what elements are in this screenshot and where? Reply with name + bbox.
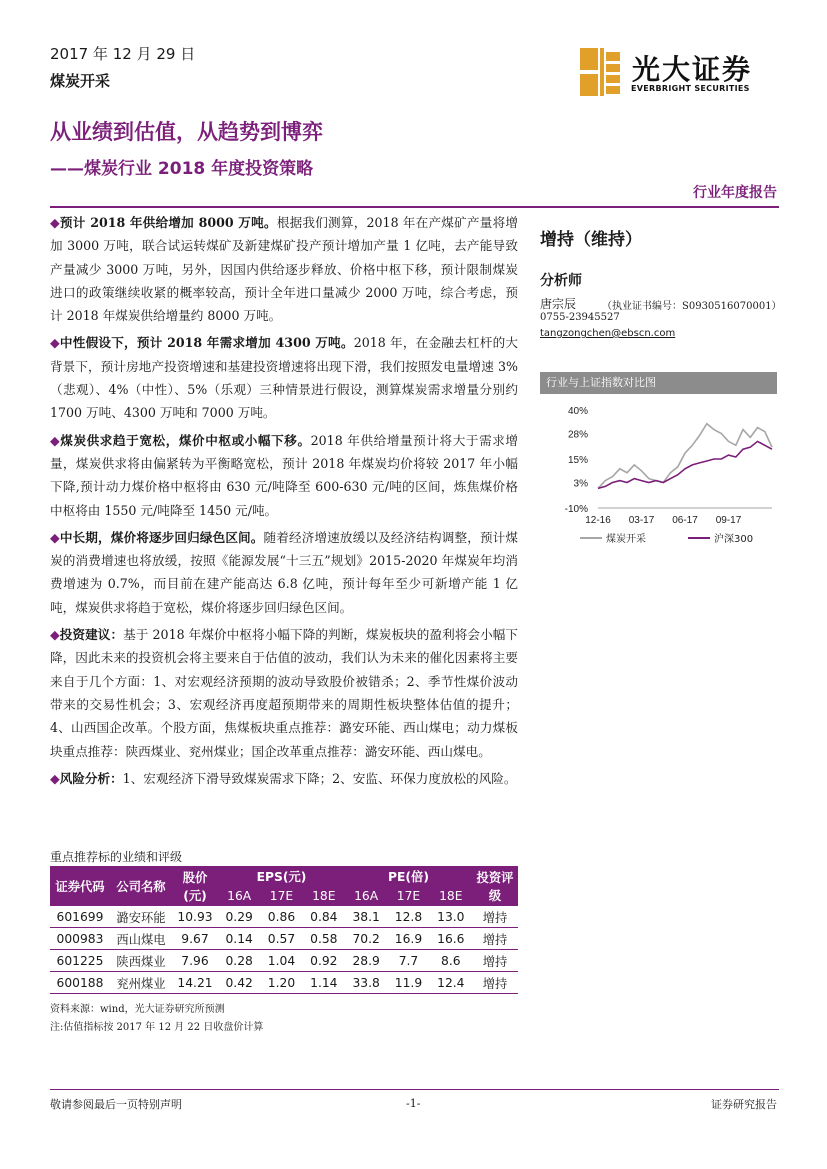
paragraph-text: 1、宏观经济下滑导致煤炭需求下降；2、安监、环保力度放松的风险。 <box>122 770 517 786</box>
page-number: -1- <box>406 1097 421 1110</box>
cell-eps: 0.86 <box>260 906 302 928</box>
header-pe: PE(倍) <box>345 866 472 886</box>
header-year: 17E <box>260 886 302 906</box>
cell-pe: 16.6 <box>430 928 472 950</box>
analyst-email-link[interactable]: tangzongchen@ebscn.com <box>540 328 676 339</box>
analyst-phone: 0755-23945527 <box>540 312 620 323</box>
y-tick-label: -10% <box>564 504 588 515</box>
cell-code: 000983 <box>50 928 110 950</box>
cell-pe: 70.2 <box>345 928 387 950</box>
x-tick-label: 12-16 <box>585 515 611 526</box>
header-eps: EPS(元) <box>218 866 345 886</box>
bullet-icon: ◆ <box>50 215 60 230</box>
table-row <box>50 950 518 972</box>
paragraph <box>50 623 518 763</box>
y-tick-label: 28% <box>567 429 588 441</box>
cell-pe: 38.1 <box>345 906 387 928</box>
paragraph-text: 2018 年供给增量预计将大于需求增量，煤炭供求将由偏紧转为平衡略宽松，预计 2018 年煤炭均价将较 2017 年小幅下降,预计动力煤价格中枢将由 630 元/吨降至 600-630 元/吨的区间，炼焦煤价格中枢将由 1550 元/吨降至 1450 元/吨。 <box>50 432 519 518</box>
x-tick-label: 06-17 <box>672 515 698 526</box>
cell-name: 陕西煤业 <box>110 950 172 972</box>
table-row <box>50 906 518 928</box>
paragraph-lead: 预计 2018 年供给增加 8000 万吨。 <box>59 215 277 230</box>
cell-eps: 0.42 <box>218 972 260 994</box>
cell-pe: 33.8 <box>345 972 387 994</box>
bullet-icon: ◆ <box>50 335 60 351</box>
paragraph-text: 随着经济增速放缓以及经济结构调整，预计煤炭的消费增速也将放缓，按照《能源发展“十三五”规划》2015-2020 年煤炭年均消费增速为 0.7%，而目前在建产能高达 6.8 亿吨，预计每年至少可新增产能 1 亿吨，煤炭供求将趋于宽松，煤价将逐步回归绿色区间。 <box>50 529 519 615</box>
cell-code: 600188 <box>50 972 110 994</box>
y-tick-label: 40% <box>567 406 588 417</box>
header-rating: 投资评级 <box>472 866 518 906</box>
logo-text-cn: 光大证券 <box>632 53 753 86</box>
rating-label: 增持（维持） <box>540 230 642 250</box>
cell-eps: 0.14 <box>218 928 260 950</box>
cell-rating: 增持 <box>472 906 518 928</box>
paragraph <box>50 211 518 327</box>
cell-pe: 16.9 <box>387 928 429 950</box>
cell-code: 601225 <box>50 950 110 972</box>
cell-rating: 增持 <box>472 972 518 994</box>
header-year: 18E <box>430 886 472 906</box>
paragraph-lead: 风险分析： <box>59 770 123 786</box>
bullet-icon: ◆ <box>50 529 60 545</box>
footer-divider <box>50 1089 779 1090</box>
table-row <box>50 972 518 994</box>
x-tick-label: 03-17 <box>628 515 655 526</box>
cell-pe: 11.9 <box>387 972 429 994</box>
paragraph <box>50 331 518 424</box>
cell-price: 7.96 <box>172 950 218 972</box>
legend-label: 煤炭开采 <box>606 534 646 545</box>
paragraph-lead: 中性假设下，预计 2018 年需求增加 4300 万吨。 <box>59 335 354 351</box>
x-tick-label: 09-17 <box>715 515 742 526</box>
cell-name: 西山煤电 <box>110 928 172 950</box>
report-date: 2017 年 12 月 29 日 <box>50 45 196 63</box>
report-type-label: 行业年度报告 <box>693 185 777 201</box>
analyst-name: 唐宗辰 <box>540 297 577 311</box>
table-caption: 重点推荐标的业绩和评级 <box>50 850 183 864</box>
sector-label: 煤炭开采 <box>50 72 111 90</box>
bullet-icon: ◆ <box>50 627 60 643</box>
header-year: 17E <box>387 886 429 906</box>
everbright-logo-icon <box>580 48 624 96</box>
y-tick-label: 15% <box>567 455 588 466</box>
cell-eps: 0.28 <box>218 950 260 972</box>
header-year: 16A <box>345 886 387 906</box>
cell-eps: 0.29 <box>218 906 260 928</box>
series-line-沪深300 <box>598 441 772 488</box>
cell-pe: 7.7 <box>387 950 429 972</box>
recommendation-table <box>50 866 518 994</box>
cell-rating: 增持 <box>472 950 518 972</box>
cell-pe: 8.6 <box>430 950 472 972</box>
cell-price: 10.93 <box>172 906 218 928</box>
report-title: 从业绩到估值，从趋势到博弈 <box>50 120 323 144</box>
report-body <box>50 211 518 794</box>
logo-text-en: EVERBRIGHT SECURITIES <box>631 84 750 93</box>
cell-eps: 1.04 <box>260 950 302 972</box>
cell-eps: 0.58 <box>303 928 345 950</box>
cell-name: 兖州煤业 <box>110 972 172 994</box>
cell-rating: 增持 <box>472 928 518 950</box>
cell-eps: 0.57 <box>260 928 302 950</box>
cell-pe: 13.0 <box>430 906 472 928</box>
bullet-icon: ◆ <box>50 432 61 448</box>
cell-eps: 0.92 <box>303 950 345 972</box>
cell-name: 潞安环能 <box>110 906 172 928</box>
cell-eps: 0.84 <box>303 906 345 928</box>
paragraph <box>50 526 518 619</box>
header-code: 证券代码 <box>50 866 110 906</box>
cell-eps: 1.20 <box>260 972 302 994</box>
bullet-icon: ◆ <box>50 770 60 786</box>
chart-title: 行业与上证指数对比图 <box>540 372 777 394</box>
table-source: 资料来源：wind，光大证券研究所预测 <box>50 1004 225 1015</box>
header-year: 16A <box>218 886 260 906</box>
y-tick-label: 3% <box>573 478 588 490</box>
header-divider <box>50 206 779 208</box>
cell-price: 9.67 <box>172 928 218 950</box>
cell-price: 14.21 <box>172 972 218 994</box>
paragraph-text: 2018 年，在金融去杠杆的大背景下，预计房地产投资增速和基建投资增速将出现下滑，我们按照发电量增速 3%（悲观）、4%（中性）、5%（乐观）三种情景进行假设，测算煤炭需求增量分别约 1700 万吨、4300 万吨和 7000 万吨。 <box>50 335 519 421</box>
header-year: 18E <box>303 886 345 906</box>
cell-code: 601699 <box>50 906 110 928</box>
table-row <box>50 928 518 950</box>
header-price: 股价(元) <box>172 866 218 906</box>
table-note: 注:估值指标按 2017 年 12 月 22 日收盘价计算 <box>50 1022 264 1033</box>
cell-pe: 12.8 <box>387 906 429 928</box>
paragraph-text: 基于 2018 年煤价中枢将小幅下降的判断，煤炭板块的盈利将会小幅下降，因此未来的投资机会将主要来自于估值的波动，我们认为未来的催化因素将主要来自于几个方面：1、对宏观经济预期的波动导致股价被错杀；2、季节性煤价波动带来的交易性机会；3、宏观经济再度超预期带来的周期性板块整体估值的提升；4、山西国企改革。个股方面，焦煤板块重点推荐：潞安环能、西山煤电；动力煤板块重点推荐：陕西煤业、兖州煤业；国企改革重点推荐：潞安环能、西山煤电。 <box>50 627 519 759</box>
header-name: 公司名称 <box>110 866 172 906</box>
analyst-heading: 分析师 <box>540 273 582 289</box>
cell-pe: 28.9 <box>345 950 387 972</box>
cell-pe: 12.4 <box>430 972 472 994</box>
paragraph <box>50 767 518 790</box>
paragraph-lead: 投资建议： <box>59 627 124 643</box>
analyst-certificate: （执业证书编号：S0930516070001） <box>602 301 782 312</box>
legend-label: 沪深300 <box>714 534 754 545</box>
footer-report-label: 证券研究报告 <box>711 1098 777 1111</box>
paragraph <box>50 429 518 522</box>
paragraph-text: 根据我们测算，2018 年在产煤矿产量将增加 3000 万吨，联合试运转煤矿及新建煤矿投产预计增加产量 1 亿吨，去产能导致产量减少 3000 万吨，另外，因国内供给逐步释放、价格中枢下移，预计限制煤炭进口的政策继续收紧的概率较高，预计全年进口量减少 2000 万吨，综合考虑，预计 2018 年煤炭供给增量约 8000 万吨。 <box>50 215 519 324</box>
index-comparison-chart <box>540 400 780 555</box>
cell-eps: 1.14 <box>303 972 345 994</box>
paragraph-lead: 煤炭供求趋于宽松，煤价中枢或小幅下移。 <box>60 432 311 448</box>
series-line-煤炭开采 <box>598 424 772 489</box>
footer-disclaimer: 敬请参阅最后一页特别声明 <box>50 1098 182 1111</box>
report-subtitle: ——煤炭行业 2018 年度投资策略 <box>50 159 314 179</box>
paragraph-lead: 中长期，煤价将逐步回归绿色区间。 <box>59 529 264 545</box>
